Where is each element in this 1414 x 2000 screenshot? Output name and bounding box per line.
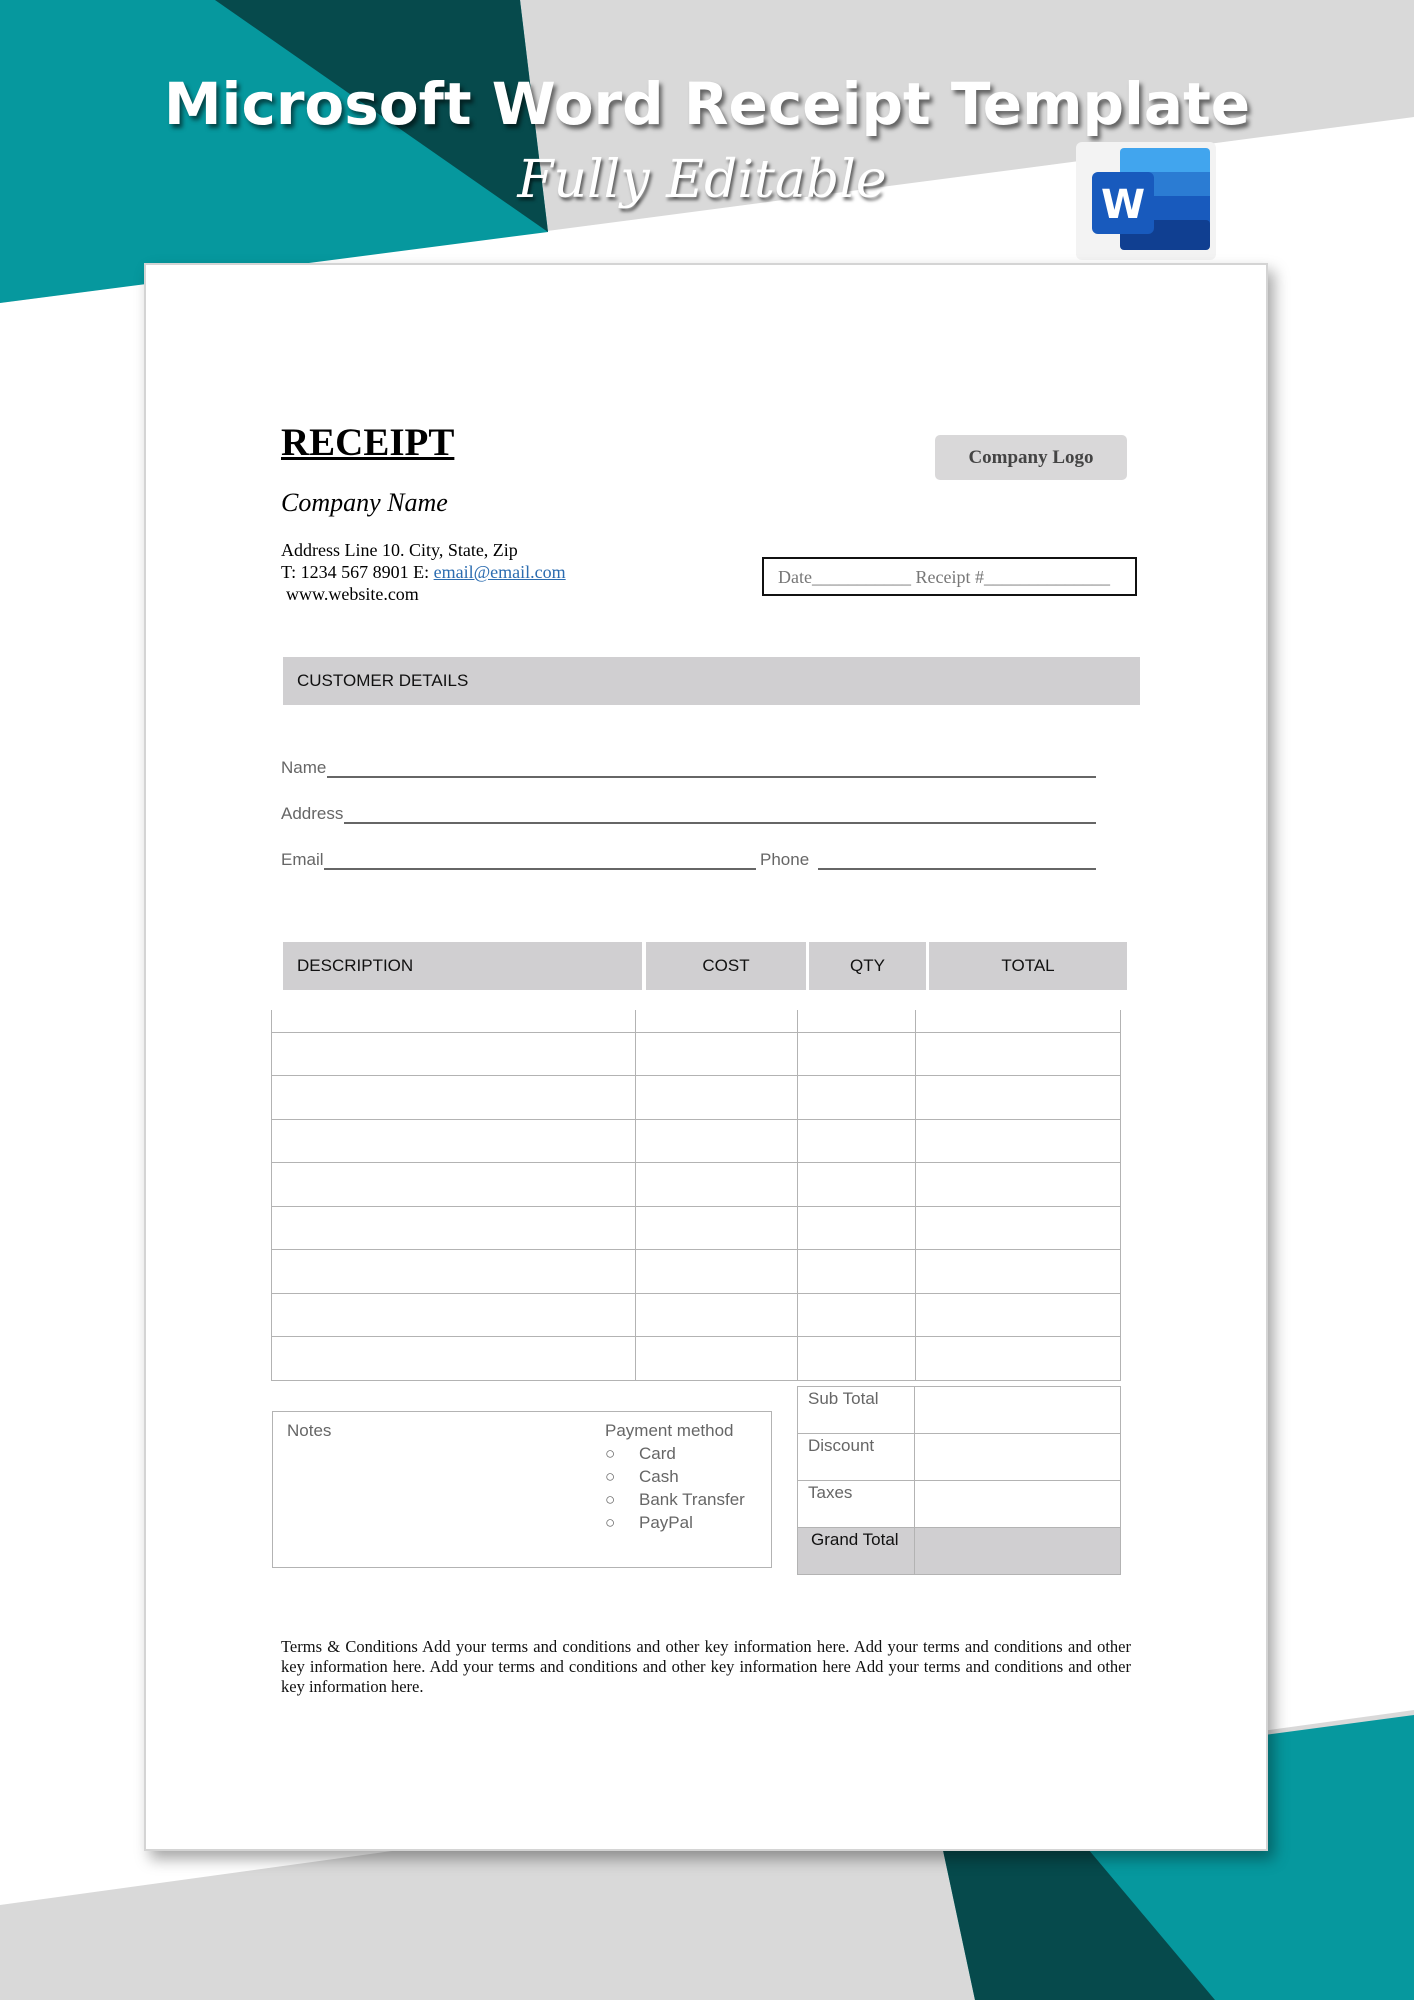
address-field[interactable] xyxy=(344,822,1096,824)
subtotal-row xyxy=(798,1387,1121,1434)
discount-row xyxy=(798,1434,1121,1481)
table-cell[interactable] xyxy=(916,1293,1121,1337)
email-link[interactable]: email@email.com xyxy=(433,562,566,582)
receipt-title: RECEIPT xyxy=(281,421,455,464)
email-field[interactable] xyxy=(324,868,756,870)
table-cell[interactable] xyxy=(272,1076,636,1120)
taxes-row xyxy=(798,1481,1121,1528)
terms-and-conditions: Terms & Conditions Add your terms and conditions and other key information here. Add your terms and conditions and other key information here. Add your terms and conditions and other key information here Add your terms and conditions and other key information here. xyxy=(281,1637,1131,1696)
totals-table xyxy=(797,1386,1121,1575)
grand-total-value[interactable] xyxy=(915,1528,1121,1575)
grand-total-label: Grand Total xyxy=(798,1528,915,1575)
payment-option-label: Cash xyxy=(639,1467,679,1486)
table-cell[interactable] xyxy=(636,1206,798,1250)
radio-icon: ○ xyxy=(605,1513,616,1532)
table-cell[interactable] xyxy=(272,1293,636,1337)
payment-option-paypal[interactable] xyxy=(605,1513,693,1533)
table-row xyxy=(272,1163,1121,1207)
notes-label: Notes xyxy=(287,1421,332,1440)
radio-icon: ○ xyxy=(605,1467,616,1486)
taxes-value[interactable] xyxy=(915,1481,1121,1528)
table-row xyxy=(272,1293,1121,1337)
svg-text:W: W xyxy=(1100,182,1146,228)
table-row xyxy=(272,1119,1121,1163)
taxes-label: Taxes xyxy=(798,1481,915,1528)
payment-option-label: Bank Transfer xyxy=(639,1490,745,1509)
table-cell[interactable] xyxy=(636,1250,798,1294)
table-cell[interactable] xyxy=(916,1076,1121,1120)
table-cell[interactable] xyxy=(798,1250,916,1294)
promo-subtitle: Fully Editable xyxy=(517,150,887,210)
radio-icon: ○ xyxy=(605,1444,616,1463)
table-cell[interactable] xyxy=(636,1293,798,1337)
items-table xyxy=(271,1010,1121,1381)
table-cell[interactable] xyxy=(798,1119,916,1163)
column-header-qty: QTY xyxy=(809,942,926,990)
table-cell[interactable] xyxy=(636,1032,798,1076)
table-cell[interactable] xyxy=(272,1010,636,1032)
table-cell[interactable] xyxy=(798,1010,916,1032)
column-header-description: DESCRIPTION xyxy=(283,942,642,990)
table-cell[interactable] xyxy=(798,1163,916,1207)
table-cell[interactable] xyxy=(798,1206,916,1250)
payment-method-label: Payment method xyxy=(605,1421,734,1440)
table-cell[interactable] xyxy=(798,1293,916,1337)
payment-option-cash[interactable] xyxy=(605,1467,679,1487)
table-cell[interactable] xyxy=(798,1076,916,1120)
payment-option-card[interactable] xyxy=(605,1444,676,1464)
company-name: Company Name xyxy=(281,488,448,517)
address-label: Address xyxy=(281,804,344,823)
payment-option-label: Card xyxy=(639,1444,676,1463)
table-row xyxy=(272,1337,1121,1381)
column-header-total: TOTAL xyxy=(929,942,1127,990)
phone-text: T: 1234 567 8901 E: xyxy=(281,562,434,582)
table-cell[interactable] xyxy=(916,1010,1121,1032)
table-cell[interactable] xyxy=(272,1337,636,1381)
customer-details-header: CUSTOMER DETAILS xyxy=(283,657,1140,705)
phone-field[interactable] xyxy=(818,868,1096,870)
email-label: Email xyxy=(281,850,324,869)
table-row xyxy=(272,1206,1121,1250)
table-row xyxy=(272,1250,1121,1294)
table-cell[interactable] xyxy=(916,1119,1121,1163)
name-field[interactable] xyxy=(327,776,1096,778)
table-cell[interactable] xyxy=(798,1337,916,1381)
company-logo-placeholder[interactable]: Company Logo xyxy=(935,435,1127,480)
phone-label: Phone xyxy=(760,850,810,869)
payment-option-label: PayPal xyxy=(639,1513,693,1532)
table-cell[interactable] xyxy=(272,1206,636,1250)
table-cell[interactable] xyxy=(272,1250,636,1294)
table-cell[interactable] xyxy=(916,1250,1121,1294)
table-cell[interactable] xyxy=(916,1206,1121,1250)
table-cell[interactable] xyxy=(636,1076,798,1120)
table-cell[interactable] xyxy=(916,1337,1121,1381)
contact-line xyxy=(281,562,566,583)
name-label: Name xyxy=(281,758,327,777)
table-cell[interactable] xyxy=(636,1010,798,1032)
table-cell[interactable] xyxy=(916,1163,1121,1207)
subtotal-label: Sub Total xyxy=(798,1387,915,1434)
date-receipt-box[interactable]: Date___________ Receipt #______________ xyxy=(762,557,1137,596)
subtotal-value[interactable] xyxy=(915,1387,1121,1434)
table-cell[interactable] xyxy=(636,1119,798,1163)
table-row xyxy=(272,1010,1121,1032)
table-cell[interactable] xyxy=(798,1032,916,1076)
column-header-cost: COST xyxy=(646,942,806,990)
table-cell[interactable] xyxy=(636,1163,798,1207)
discount-value[interactable] xyxy=(915,1434,1121,1481)
table-cell[interactable] xyxy=(272,1119,636,1163)
grand-total-row xyxy=(798,1528,1121,1575)
table-row xyxy=(272,1032,1121,1076)
word-logo-icon xyxy=(1076,142,1216,260)
table-row xyxy=(272,1076,1121,1120)
discount-label: Discount xyxy=(798,1434,915,1481)
table-cell[interactable] xyxy=(272,1032,636,1076)
radio-icon: ○ xyxy=(605,1490,616,1509)
address-line: Address Line 10. City, State, Zip xyxy=(281,540,518,560)
table-cell[interactable] xyxy=(272,1163,636,1207)
promo-title: Microsoft Word Receipt Template xyxy=(163,70,1251,138)
payment-option-bank-transfer[interactable] xyxy=(605,1490,745,1510)
table-cell[interactable] xyxy=(916,1032,1121,1076)
table-cell[interactable] xyxy=(636,1337,798,1381)
website-text: www.website.com xyxy=(286,584,419,604)
